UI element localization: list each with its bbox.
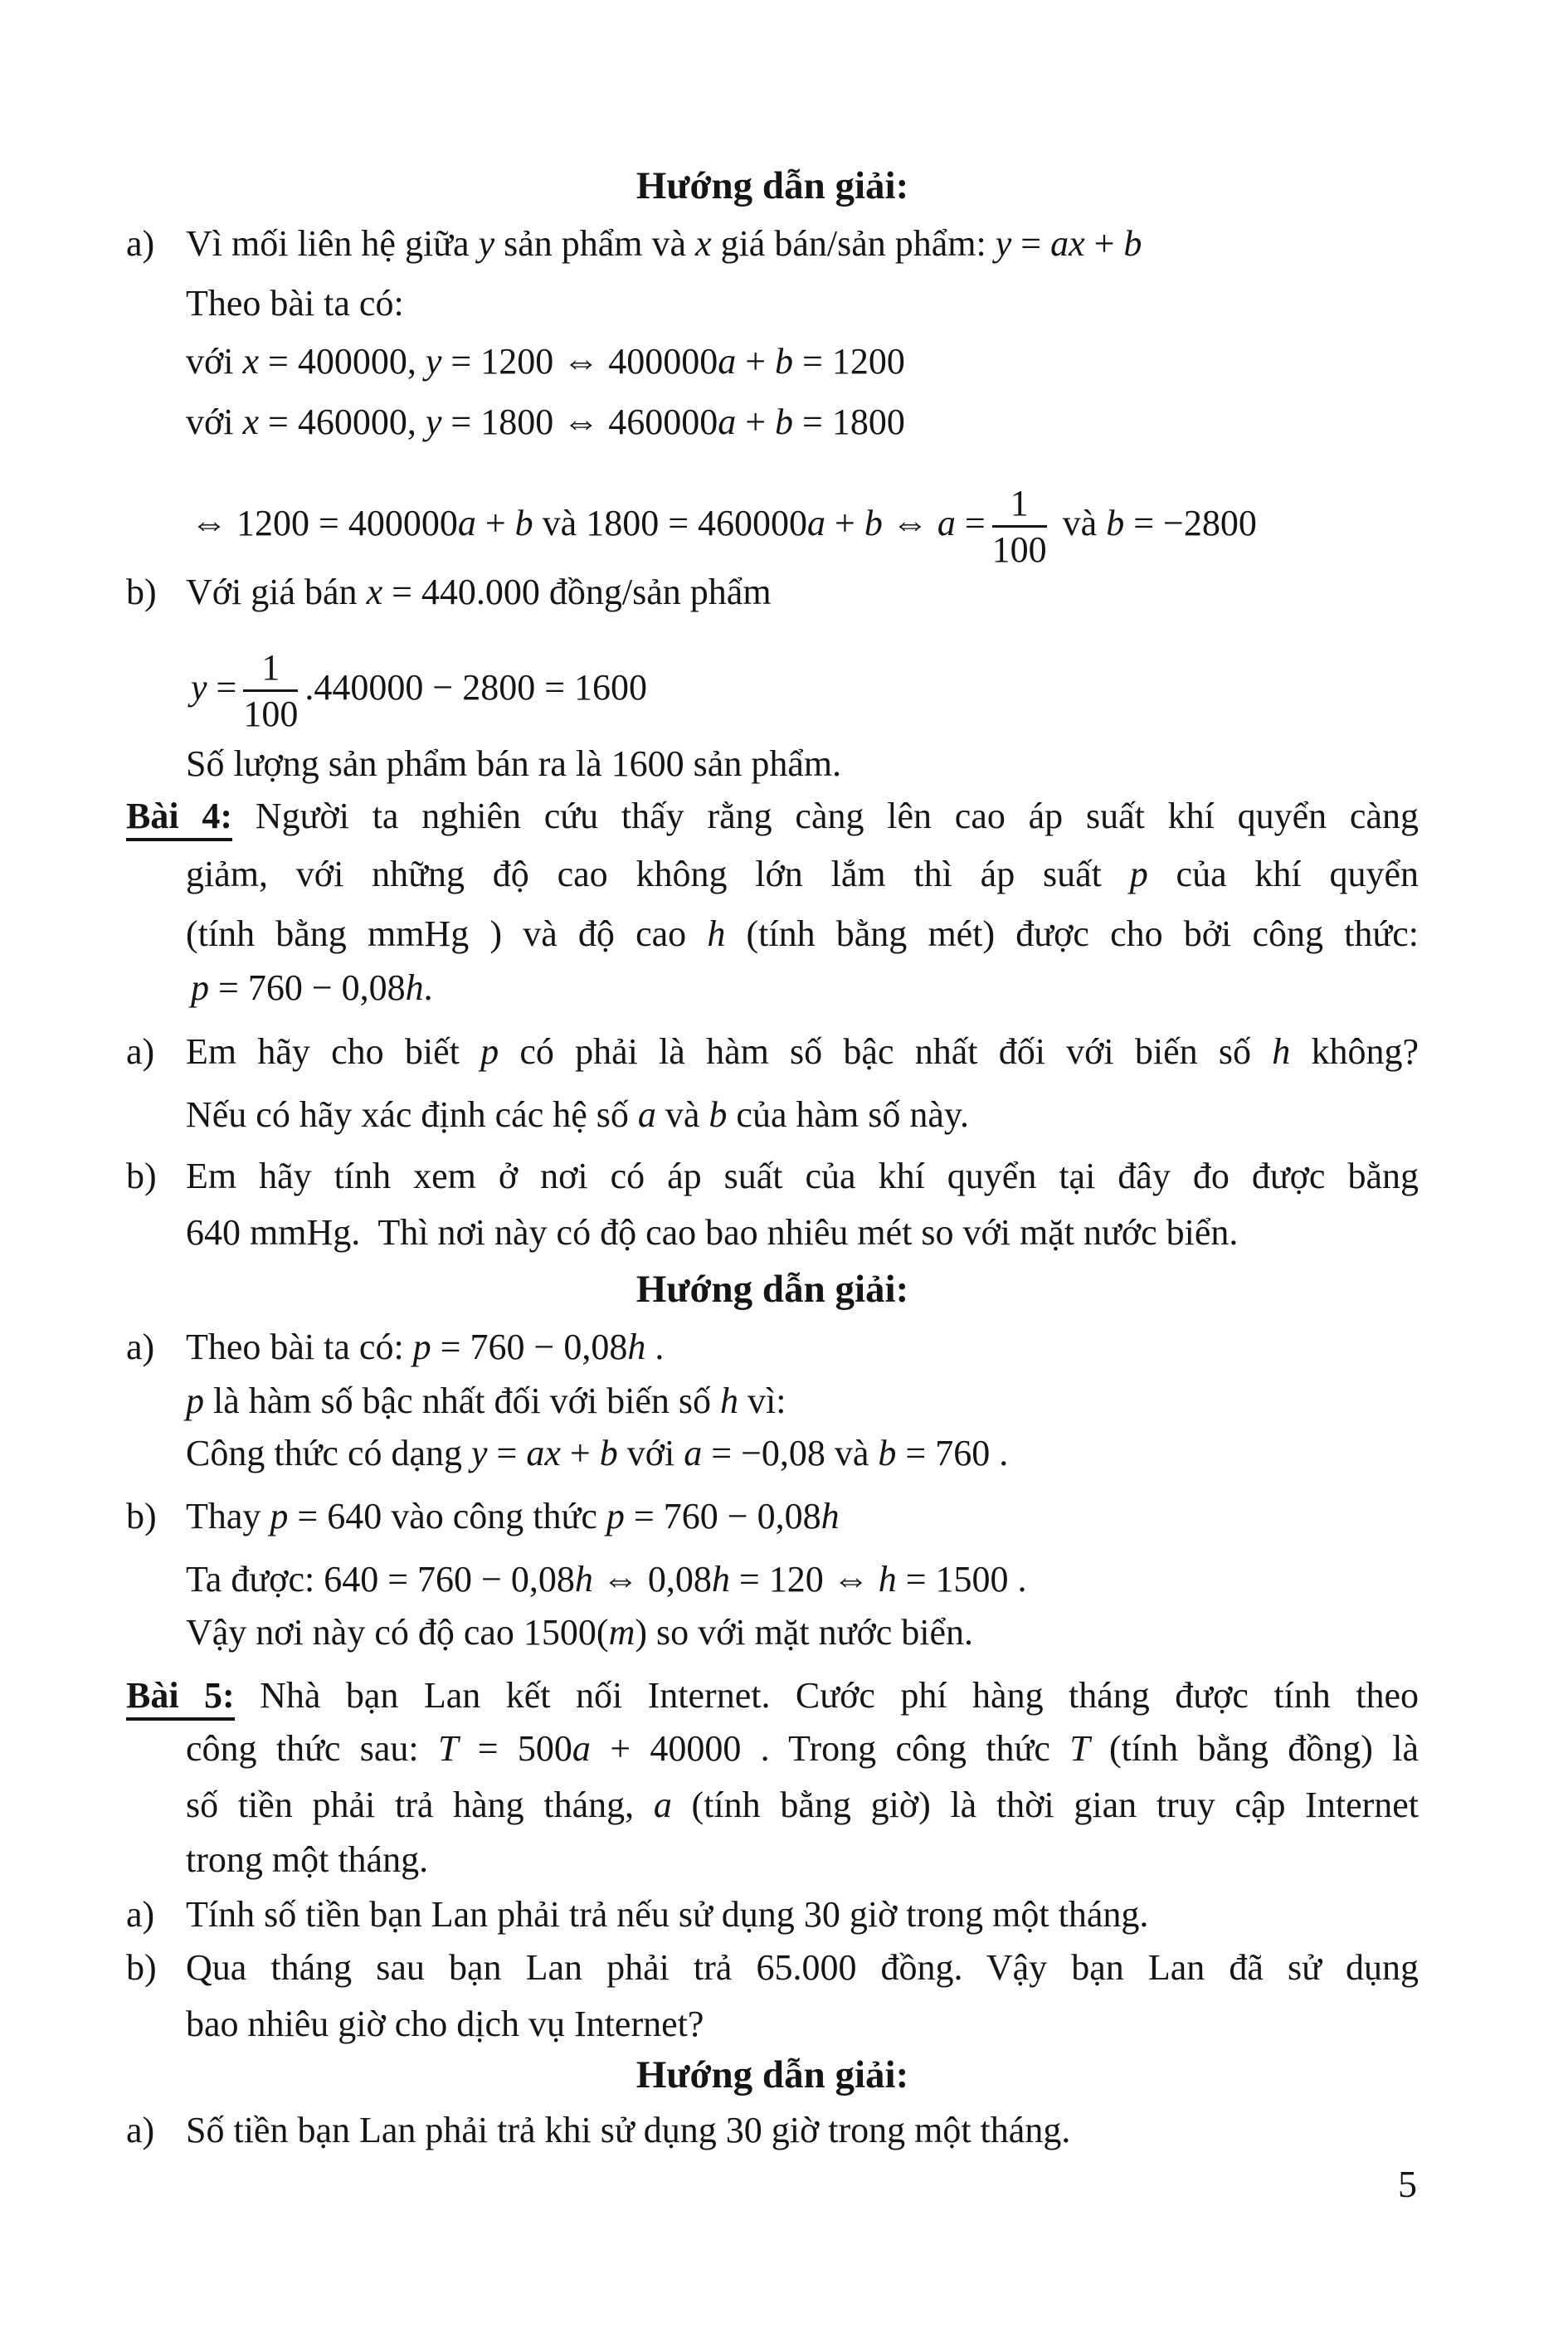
- page-number: 5: [1398, 2163, 1417, 2205]
- text-run: Nhà bạn Lan kết nối Internet. Cước phí hàng tháng được tính theo: [234, 1675, 1419, 1716]
- text-line: [186, 337, 1419, 387]
- text-run: (tính bằng đồng) là: [1089, 1728, 1419, 1769]
- text-line: [126, 791, 1419, 841]
- math-expression: T = 500a + 40000: [437, 1728, 742, 1769]
- math-expression: ⇔ 1200 = 400000a + b: [191, 502, 533, 543]
- text-line: [186, 1780, 1419, 1830]
- math-expression: y = ax + b: [995, 223, 1142, 264]
- math-expression: b = 760: [878, 1433, 991, 1473]
- math-expression: b: [709, 1094, 728, 1135]
- text-line: [186, 279, 1419, 329]
- text-line: [186, 739, 1419, 789]
- text-line: [186, 850, 1419, 899]
- text-run: với: [186, 341, 243, 382]
- math-expression: 1500(m): [523, 1612, 648, 1653]
- list-marker: a): [126, 1894, 155, 1935]
- text-run: Qua tháng sau bạn Lan phải trả: [186, 1947, 757, 1988]
- math-expression: a = −0,08: [684, 1433, 825, 1473]
- text-run: .: [1008, 1559, 1027, 1600]
- text-run: Em hãy cho biết: [186, 1031, 481, 1072]
- section-title: Hướng dẫn giải:: [635, 1268, 909, 1311]
- math-expression: y: [478, 223, 495, 264]
- math-expression: h: [720, 1381, 739, 1421]
- math-expression: p: [1129, 854, 1148, 894]
- math-expression: p = 640: [270, 1496, 382, 1536]
- text-run: (tính bằng mmHg ) và độ cao: [186, 913, 708, 954]
- text-run: sản phẩm và: [494, 223, 696, 264]
- list-marker: b): [126, 572, 157, 612]
- text-line: [186, 909, 1419, 959]
- text-run: Em hãy tính xem ở nơi có áp suất của khí quyển tại đây đo được bằng: [186, 1156, 1419, 1196]
- text-run: và: [533, 502, 587, 543]
- text-line: [126, 1027, 1419, 1077]
- text-run: và: [655, 1094, 709, 1135]
- math-expression: h: [707, 913, 726, 954]
- math-expression: x: [695, 223, 712, 264]
- text-run: số tiền phải trả hàng tháng,: [186, 1785, 654, 1825]
- exercise-label: Bài 5:: [126, 1675, 235, 1721]
- text-run: Số tiền bạn Lan phải trả khi sử dụng 30 giờ trong một tháng.: [186, 2110, 1071, 2150]
- text-line: [126, 1943, 1419, 1993]
- math-expression: h: [1272, 1031, 1291, 1072]
- text-run: với: [186, 402, 243, 442]
- math-expression: 1800 = 460000a + b ⇔ a =: [586, 502, 986, 543]
- math-expression: 30: [803, 1894, 840, 1935]
- text-run: (tính bằng mét) được cho bởi công thức:: [725, 913, 1419, 954]
- math-expression: p = 760 − 0,08h: [412, 1327, 646, 1367]
- text-run: .: [990, 1433, 1009, 1473]
- text-line: [186, 1208, 1419, 1258]
- text-run: vào công thức: [382, 1496, 606, 1536]
- text-run: Theo bài ta có:: [186, 283, 404, 324]
- text-run: Tính số tiền bạn Lan phải trả nếu sử dụng: [186, 1894, 804, 1935]
- text-run: với: [617, 1433, 684, 1473]
- text-line: [186, 1724, 1419, 1774]
- text-run: của khí quyển: [1147, 854, 1419, 894]
- text-line: [126, 1671, 1419, 1721]
- list-marker: b): [126, 1496, 157, 1536]
- text-run: là hàm số bậc nhất đối với biến số: [204, 1381, 721, 1421]
- math-expression: T: [1069, 1728, 1090, 1769]
- text-run: so với mặt nước biển.: [647, 1612, 974, 1653]
- text-line: [126, 2106, 1419, 2155]
- list-marker: a): [126, 2110, 155, 2150]
- math-expression: p = 760 − 0,08h.: [191, 967, 433, 1008]
- math-expression: 640 = 760 − 0,08h ⇔ 0,08h = 120 ⇔ h = 1500: [324, 1559, 1009, 1600]
- text-line: [186, 1429, 1419, 1478]
- text-run: Thay: [186, 1496, 270, 1536]
- text-run: Vì mối liên hệ giữa: [186, 223, 479, 264]
- text-line: [191, 963, 1419, 1013]
- math-expression: x = 440.000: [366, 572, 540, 612]
- text-run: và: [825, 1433, 879, 1473]
- text-line: [186, 1376, 1419, 1426]
- math-expression: a: [653, 1785, 672, 1825]
- list-marker: b): [126, 1156, 157, 1196]
- text-run: đồng. Vậy bạn Lan đã sử dụng: [856, 1947, 1419, 1988]
- text-run: Ta được:: [186, 1559, 324, 1600]
- fraction-denominator: 100: [991, 529, 1047, 571]
- math-expression: .440000 − 2800 = 1600: [304, 666, 648, 708]
- text-line: [191, 483, 1419, 571]
- math-expression: a: [637, 1094, 656, 1135]
- text-run: Vậy nơi này có độ cao: [186, 1612, 523, 1653]
- fraction-numerator: 1: [243, 647, 298, 692]
- text-run: Theo bài ta có:: [186, 1327, 413, 1367]
- text-run: .: [645, 1327, 665, 1367]
- text-run: giá bán/sản phẩm:: [711, 223, 996, 264]
- fraction-numerator: 1: [992, 483, 1047, 528]
- text-run: đồng/sản phẩm: [539, 572, 772, 612]
- text-run: Số lượng sản phẩm bán ra là 1600 sản phẩm.: [186, 743, 842, 784]
- list-marker: b): [126, 1947, 157, 1988]
- math-expression: p: [186, 1381, 204, 1421]
- text-run: giảm, với những độ cao không lớn lắm thì áp suất: [186, 854, 1130, 894]
- text-run: Công thức có dạng: [186, 1433, 472, 1473]
- text-run: của hàm số này.: [727, 1094, 970, 1135]
- math-expression: 65.000: [756, 1947, 857, 1988]
- text-line: [186, 1090, 1419, 1140]
- fraction: [992, 483, 1047, 571]
- text-line: [186, 397, 1419, 447]
- text-run: Người ta nghiên cứu thấy rằng càng lên cao áp suất khí quyển càng: [232, 796, 1419, 836]
- math-expression: x = 400000, y = 1200 ⇔ 400000a + b = 1200: [242, 341, 905, 382]
- text-run: có phải là hàm số bậc nhất đối với biến số: [499, 1031, 1273, 1072]
- text-line: [126, 1322, 1419, 1372]
- fraction: [243, 647, 298, 735]
- text-run: Với giá bán: [186, 572, 367, 612]
- text-line: [126, 1492, 1419, 1541]
- text-run: công thức sau:: [186, 1728, 438, 1769]
- list-marker: a): [126, 1327, 155, 1367]
- text-line: [126, 567, 1419, 617]
- list-marker: a): [126, 223, 155, 264]
- text-line: [126, 1890, 1419, 1940]
- fraction-denominator: 100: [243, 694, 299, 735]
- text-run: . Trong công thức: [741, 1728, 1070, 1769]
- text-run: (tính bằng giờ) là thời gian truy cập Internet: [671, 1785, 1419, 1825]
- math-expression: p = 760 − 0,08h: [606, 1496, 840, 1536]
- text-line: [186, 1555, 1419, 1605]
- text-run: Nếu có hãy xác định các hệ số: [186, 1094, 638, 1135]
- text-run: và: [1053, 502, 1107, 543]
- text-run: không?: [1290, 1031, 1419, 1072]
- math-expression: y =: [191, 666, 237, 708]
- text-line: [126, 1152, 1419, 1201]
- text-run: bao nhiêu giờ cho dịch vụ Internet?: [186, 2004, 704, 2044]
- text-line: [191, 647, 1419, 735]
- math-expression: b = −2800: [1106, 502, 1257, 543]
- math-expression: p: [480, 1031, 499, 1072]
- text-line: [186, 1835, 1419, 1885]
- math-expression: x = 460000, y = 1800 ⇔ 460000a + b = 1800: [242, 402, 905, 442]
- list-marker: a): [126, 1031, 155, 1072]
- section-title: Hướng dẫn giải:: [635, 164, 909, 207]
- exercise-label: Bài 4:: [126, 796, 232, 841]
- math-expression: y = ax + b: [471, 1433, 618, 1473]
- section-title: Hướng dẫn giải:: [635, 2053, 909, 2096]
- text-run: vì:: [738, 1381, 786, 1421]
- text-run: giờ trong một tháng.: [840, 1894, 1149, 1935]
- text-line: [126, 219, 1419, 269]
- text-run: trong một tháng.: [186, 1839, 429, 1880]
- text-run: 640 mmHg. Thì nơi này có độ cao bao nhiêu mét so với mặt nước biển.: [186, 1212, 1239, 1253]
- text-line: [186, 1999, 1419, 2049]
- text-line: [186, 1608, 1419, 1658]
